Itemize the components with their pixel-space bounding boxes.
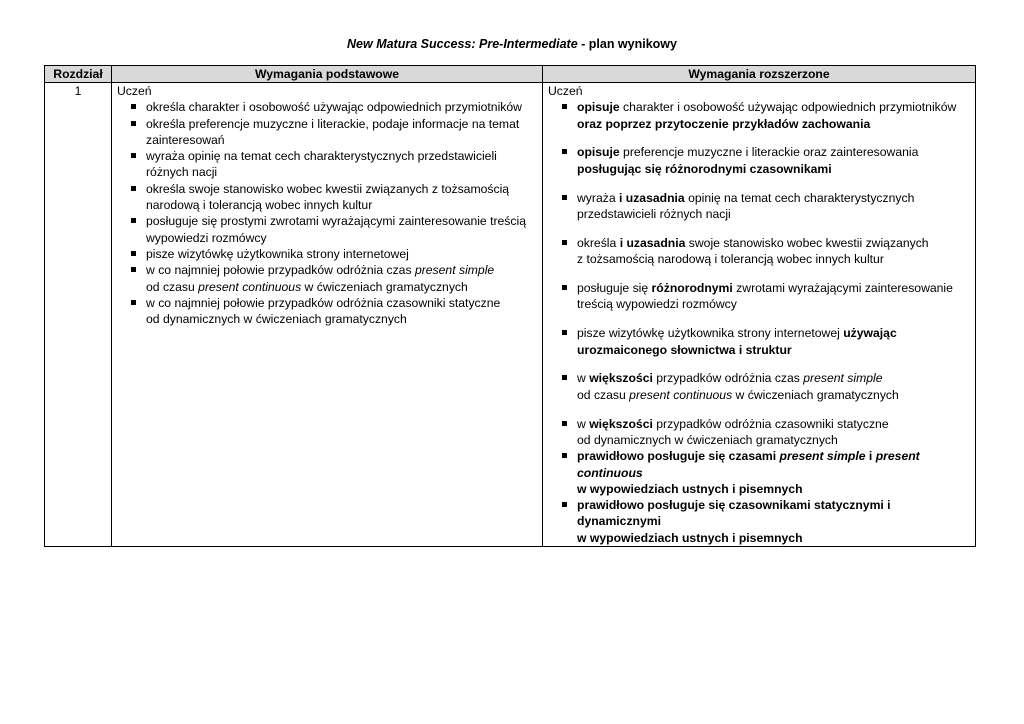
extended-requirement-item: [548, 325, 970, 358]
extended-requirements-list: [548, 99, 970, 546]
square-bullet-icon: [562, 104, 567, 109]
requirement-text: określa preferencje muzyczne i literackie, podaje informacje na temat zainteresowań: [146, 116, 520, 147]
basic-intro: Uczeń: [117, 84, 152, 98]
header-basic-requirements: Wymagania podstawowe: [112, 66, 543, 83]
table-row: [45, 83, 976, 547]
basic-requirements-list: [117, 99, 537, 327]
requirement-text: określa swoje stanowisko wobec kwestii związanych z tożsamością narodową i tolerancją wobec innych kultur: [146, 181, 510, 213]
square-bullet-icon: [131, 218, 136, 223]
requirement-text: określa charakter i osobowość używając odpowiednich przymiotników: [146, 100, 522, 115]
requirement-text: zwrotami wyrażającymi zainteresowanie treścią wypowiedzi rozmówcy: [577, 281, 953, 312]
requirement-text: określa: [577, 235, 620, 250]
requirement-text: w co najmniej połowie przypadków odróżnia czasowniki statyczne od dynamicznych w ćwiczeniach gramatycznych: [146, 295, 501, 327]
basic-requirement-item: [117, 213, 537, 246]
square-bullet-icon: [562, 502, 567, 507]
requirement-text: prawidłowo posługuje się czasami: [577, 449, 780, 464]
requirement-text: większości: [589, 416, 653, 431]
chapter-number: 1: [45, 83, 112, 547]
square-bullet-icon: [562, 195, 567, 200]
extended-requirement-item: [548, 497, 970, 546]
square-bullet-icon: [562, 330, 567, 335]
requirement-text: w co najmniej połowie przypadków odróżnia czas: [146, 263, 415, 278]
requirement-text: wyraża opinię na temat cech charakterystycznych przedstawicieli różnych nacji: [146, 149, 497, 180]
requirement-text: wyraża: [577, 190, 619, 205]
basic-requirement-item: [117, 181, 537, 214]
square-bullet-icon: [131, 251, 136, 256]
requirement-text: w ćwiczeniach gramatycznych: [301, 279, 468, 294]
header-chapter: Rozdział: [45, 66, 112, 83]
basic-requirement-item: [117, 116, 537, 149]
title-suffix: - plan wynikowy: [577, 37, 677, 51]
basic-requirement-item: [117, 246, 537, 262]
requirement-text: od czasu: [146, 279, 199, 294]
extended-requirement-item: [548, 280, 970, 313]
square-bullet-icon: [562, 285, 567, 290]
requirement-text: w wypowiedziach ustnych i pisemnych: [577, 481, 803, 496]
requirement-text: present continuous: [198, 279, 302, 294]
requirement-text: większości: [589, 371, 653, 386]
extended-requirement-item: [548, 144, 970, 177]
square-bullet-icon: [131, 121, 136, 126]
requirement-text: preferencje muzyczne i literackie oraz zainteresowania: [619, 145, 919, 160]
requirement-text: posługując się różnorodnymi czasownikami: [577, 161, 832, 176]
extended-requirement-item: [548, 448, 970, 497]
square-bullet-icon: [131, 267, 136, 272]
requirement-text: przypadków odróżnia czas: [652, 371, 804, 386]
extended-requirement-item: [548, 190, 970, 223]
requirement-text: i uzasadnia: [619, 190, 685, 205]
extended-requirement-item: [548, 99, 970, 132]
square-bullet-icon: [562, 375, 567, 380]
requirement-text: w ćwiczeniach gramatycznych: [732, 387, 899, 402]
requirement-text: pisze wizytówkę użytkownika strony internetowej: [146, 246, 409, 261]
requirement-text: present simple: [414, 263, 495, 278]
requirement-text: różnorodnymi: [651, 281, 733, 296]
requirement-text: opinię na temat cech charakterystycznych przedstawicieli różnych nacji: [577, 190, 915, 221]
basic-requirement-item: [117, 295, 537, 328]
requirement-text: posługuje się prostymi zwrotami wyrażającymi zainteresowanie treścią wypowiedzi rozmówcy: [146, 214, 526, 245]
header-extended-requirements: Wymagania rozszerzone: [543, 66, 976, 83]
square-bullet-icon: [562, 149, 567, 154]
requirement-text: i: [865, 449, 876, 464]
extended-requirement-item: [548, 416, 970, 449]
extended-intro: Uczeń: [548, 84, 583, 98]
extended-requirements-cell: [543, 83, 976, 547]
requirement-text: używając urozmaiconego słownictwa i struktur: [577, 326, 897, 357]
extended-requirement-item: [548, 370, 970, 403]
square-bullet-icon: [562, 240, 567, 245]
requirement-text: posługuje się: [577, 281, 652, 296]
square-bullet-icon: [562, 421, 567, 426]
square-bullet-icon: [562, 453, 567, 458]
title-book-name: New Matura Success: Pre-Intermediate: [347, 37, 578, 51]
requirement-text: present simple: [779, 449, 866, 464]
basic-requirement-item: [117, 99, 537, 115]
basic-requirement-item: [117, 262, 537, 295]
requirement-text: w: [577, 416, 590, 431]
requirement-text: opisuje: [577, 145, 620, 160]
requirements-table: [44, 65, 976, 547]
requirement-text: charakter i osobowość używając odpowiednich przymiotników: [619, 100, 957, 115]
requirement-text: present continuous: [577, 449, 920, 480]
basic-requirement-item: [117, 148, 537, 181]
basic-requirements-cell: [112, 83, 543, 547]
requirement-text: przypadków odróżnia czasowniki statyczne od dynamicznych w ćwiczeniach gramatycznych: [577, 416, 889, 447]
requirement-text: opisuje: [577, 100, 620, 115]
requirement-text: w: [577, 371, 590, 386]
table-header-row: [45, 66, 976, 83]
extended-requirement-item: [548, 235, 970, 268]
requirement-text: pisze wizytówkę użytkownika strony internetowej: [577, 326, 844, 341]
requirement-text: swoje stanowisko wobec kwestii związanych z tożsamością narodową i tolerancją wobec innych kultur: [577, 235, 929, 267]
page-title: [0, 37, 1024, 51]
square-bullet-icon: [131, 104, 136, 109]
square-bullet-icon: [131, 186, 136, 191]
requirement-text: od czasu: [577, 387, 630, 402]
requirement-text: i uzasadnia: [619, 235, 686, 250]
requirement-text: present simple: [803, 371, 883, 386]
requirement-text: oraz poprzez przytoczenie przykładów zachowania: [577, 116, 871, 131]
square-bullet-icon: [131, 300, 136, 305]
requirement-text: present continuous: [629, 387, 733, 402]
square-bullet-icon: [131, 153, 136, 158]
requirement-text: prawidłowo posługuje się czasownikami statycznymi i dynamicznymi w wypowiedziach ustnych i pisemnych: [577, 498, 891, 545]
